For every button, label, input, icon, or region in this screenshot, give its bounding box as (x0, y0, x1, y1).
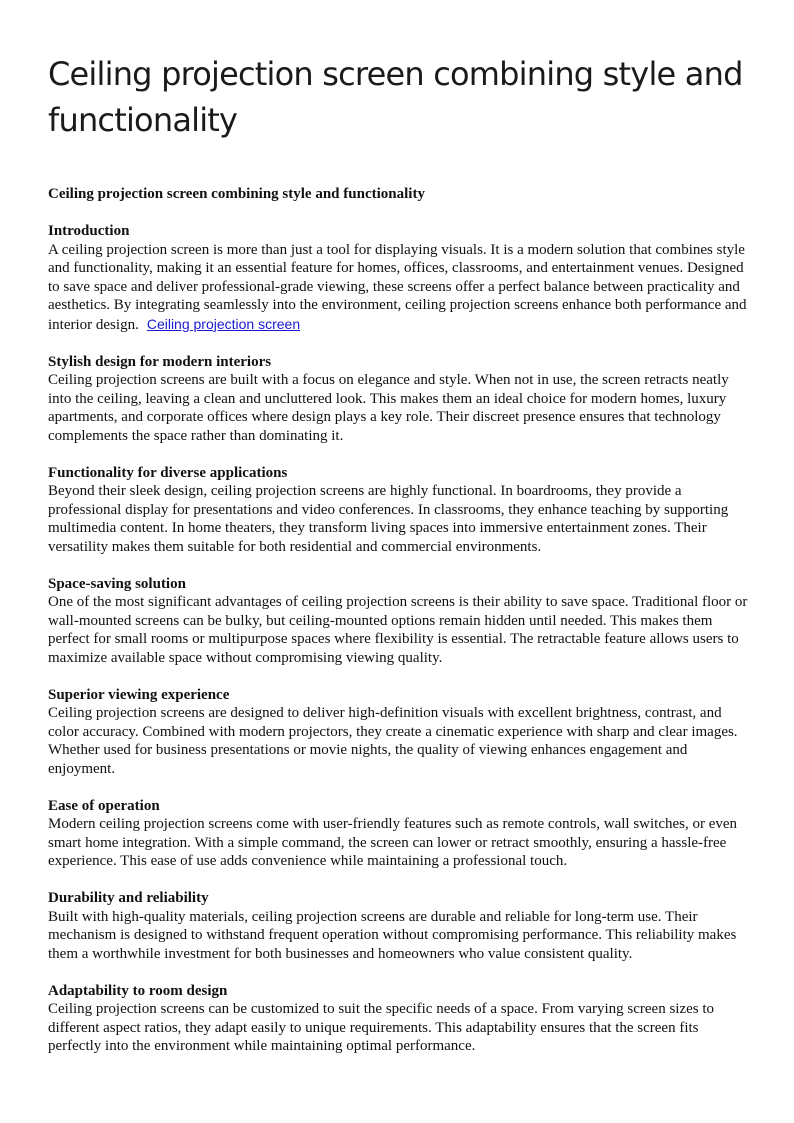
section-space-saving (48, 575, 748, 668)
section-heading: Stylish design for modern interiors (48, 353, 272, 370)
section-heading: Ease of operation (48, 797, 160, 814)
section-functionality (48, 464, 748, 557)
section-heading: Durability and reliability (48, 890, 209, 906)
page-title: Ceiling projection screen combining style and functionality (48, 55, 743, 139)
section-adaptability (48, 982, 748, 1056)
section-paragraph (48, 241, 748, 335)
section-viewing-experience (48, 686, 748, 779)
section-durability (48, 889, 748, 963)
section-paragraph: Built with high-quality materials, ceiling projection screens are durable and reliable for long-term use. Their mechanism is designed to withstand frequent operation without compromising performance. This reliability makes them a worthwhile investment for both businesses and homeowners who value consistent quality. (48, 908, 737, 962)
section-paragraph: Ceiling projection screens are built with a focus on elegance and style. When not in use, the screen retracts neatly into the ceiling, leaving a clean and uncluttered look. This makes them an ideal choice for modern homes, luxury apartments, and corporate offices where design plays a key role. Their discreet presence ensures that technology complements the space rather than dominating it. (48, 372, 729, 444)
section-paragraph: Ceiling projection screens are designed to deliver high-definition visuals with excellent brightness, contrast, and color accuracy. Combined with modern projectors, they create a cinematic experience with sharp and clear images. Whether used for business presentations or movie nights, the quality of viewing enhances engagement and enjoyment. (48, 705, 738, 777)
section-paragraph: One of the most significant advantages of ceiling projection screens is their ability to save space. Traditional floor or wall-mounted screens can be bulky, but ceiling-mounted options remain hidden until needed. This makes them perfect for small rooms or multipurpose spaces where flexibility is essential. The retractable feature allows users to maximize available space without compromising viewing quality. (48, 594, 748, 666)
section-paragraph: Modern ceiling projection screens come with user-friendly features such as remote controls, wall switches, or even smart home integration. With a simple command, the screen can lower or retract smoothly, ensuring a hassle-free experience. This ease of use adds convenience while maintaining a professional touch. (48, 816, 738, 869)
section-introduction (48, 222, 748, 334)
section-heading: Adaptability to room design (48, 982, 228, 999)
section-paragraph: Ceiling projection screens can be customized to suit the specific needs of a space. From varying screen sizes to different aspect ratios, they adapt easily to unique requirements. This adaptability ensures that the screen fits perfectly into the environment while maintaining optimal performance. (48, 1001, 715, 1054)
section-heading: Introduction (48, 223, 130, 239)
document-subtitle: Ceiling projection screen combining style and functionality (48, 186, 425, 202)
section-ease-of-operation (48, 797, 748, 871)
section-heading: Superior viewing experience (48, 686, 230, 703)
document-page (48, 0, 748, 1056)
ceiling-projection-screen-link[interactable]: Ceiling projection screen (146, 315, 301, 332)
section-stylish-design (48, 353, 748, 446)
section-text: A ceiling projection screen is more than just a tool for displaying visuals. It is a modern solution that combines style and functionality, making it an essential feature for homes, offices, classrooms, and entertainment venues. Designed to save space and deliver professional-grade viewing, these screens offer a perfect balance between practicality and aesthetics. By integrating seamlessly into the environment, ceiling projection screens enhance both performance and interior design. (48, 241, 747, 333)
section-heading: Space-saving solution (48, 575, 186, 592)
section-paragraph: Beyond their sleek design, ceiling projection screens are highly functional. In boardrooms, they provide a professional display for presentations and video conferences. In classrooms, they enhance teaching by supporting multimedia content. In home theaters, they transform living spaces into immersive entertainment zones. Their versatility makes them suitable for both residential and commercial environments. (48, 483, 729, 555)
section-heading: Functionality for diverse applications (48, 464, 288, 481)
